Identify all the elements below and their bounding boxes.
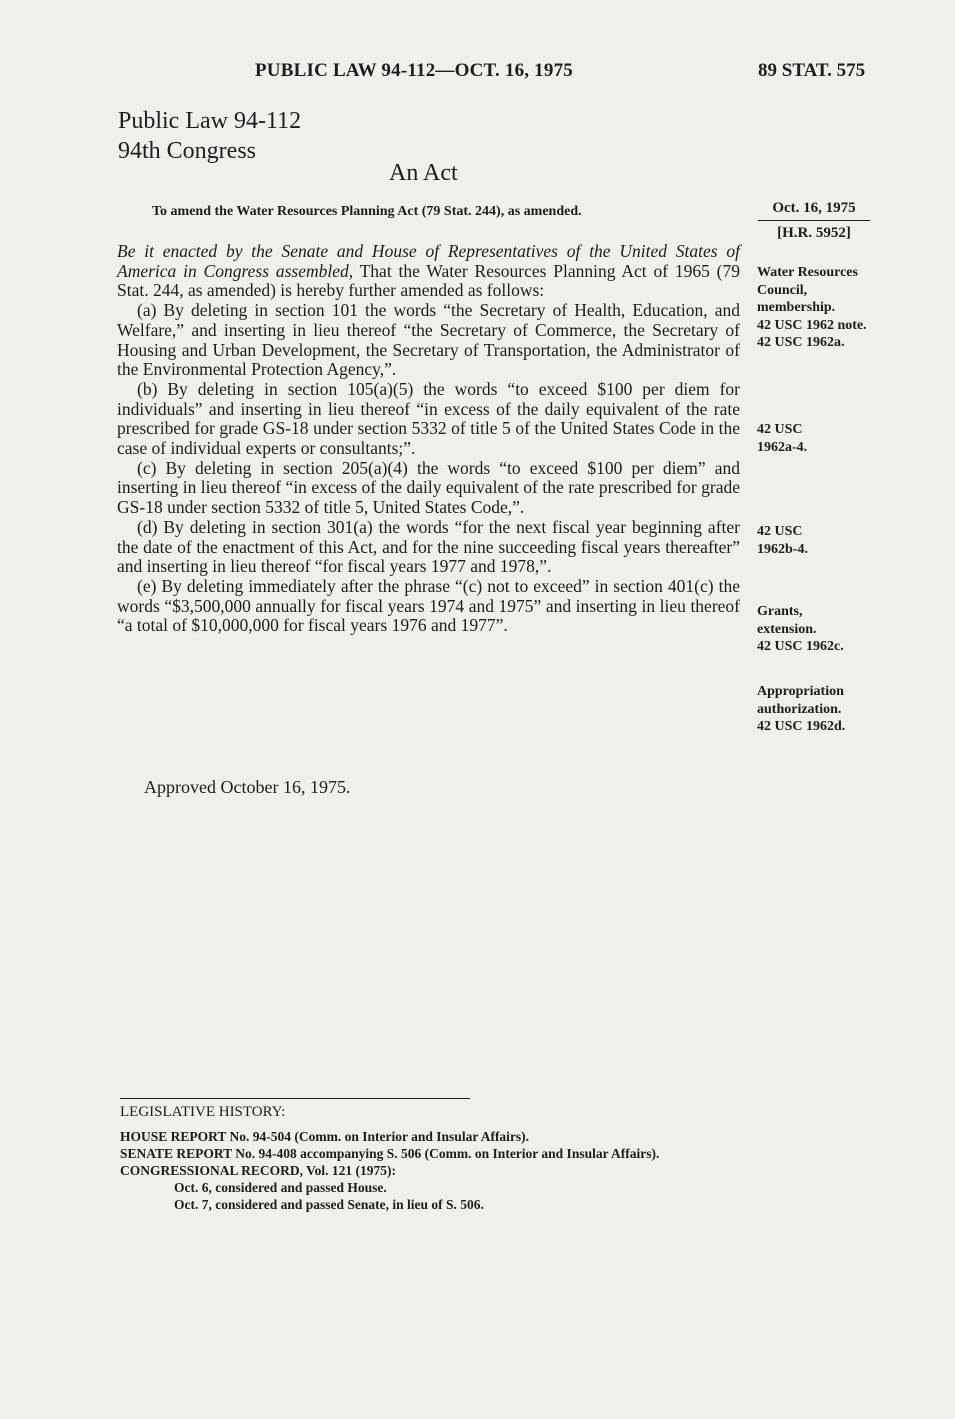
act-title: An Act	[389, 160, 458, 186]
stat-reference: 89 STAT. 575	[758, 60, 866, 81]
law-number: Public Law 94-112	[118, 108, 302, 134]
act-purpose: To amend the Water Resources Planning Act (79 Stat. 244), as amended.	[152, 204, 582, 219]
congress-number: 94th Congress	[118, 138, 256, 164]
margin-note-council-usc: 42 USC 1962 note.	[757, 317, 867, 333]
margin-note-appropriation	[757, 683, 887, 736]
enacting-paragraph	[117, 242, 740, 301]
paragraph-c: (c) By deleting in section 205(a)(4) the words “to exceed $100 per diem” and inserting in lieu thereof “in excess of the daily equivalent of the rate prescribed for grade GS-18 under section 5332 of title 5, United States Code,”.	[117, 457, 740, 518]
legislative-history	[120, 1098, 760, 1213]
congressional-record: CONGRESSIONAL RECORD, Vol. 121 (1975):	[120, 1163, 397, 1178]
margin-note-grants-usc: 42 USC 1962c.	[757, 639, 844, 654]
margin-note-grants-text: Grants, extension.	[757, 604, 817, 637]
approval-date: Approved October 16, 1975.	[144, 777, 351, 797]
paragraph-b: (b) By deleting in section 105(a)(5) the words “to exceed $100 per diem for individuals” and inserting in lieu thereof “in excess of the daily equivalent of the rate prescribed for grade GS-18 under section 5332 of title 5 of the United States Code in the case of individual experts or consultants;”.	[117, 378, 740, 459]
senate-report: SENATE REPORT No. 94-408 accompanying S. 506 (Comm. on Interior and Insular Affairs).	[120, 1146, 660, 1161]
history-label: LEGISLATIVE HISTORY:	[120, 1104, 286, 1120]
house-report: HOUSE REPORT No. 94-504 (Comm. on Interior and Insular Affairs).	[120, 1129, 530, 1144]
margin-note-council	[757, 264, 887, 352]
enacting-rest: That the Water Resources Planning Act of 1965 (79 Stat. 244, as amended) is hereby further amended as follows:	[117, 260, 740, 301]
margin-note-appropriation-usc: 42 USC 1962d.	[757, 719, 846, 734]
record-entry-house: Oct. 6, considered and passed House.	[174, 1180, 387, 1195]
margin-note-usc-1962b-4: 42 USC 1962b-4.	[757, 524, 808, 557]
enactment-date: Oct. 16, 1975	[758, 200, 870, 221]
margin-note-usc-1962a-4: 42 USC 1962a-4.	[757, 422, 808, 455]
paragraph-d: (d) By deleting in section 301(a) the words “for the next fiscal year beginning after the date of the enactment of this Act, and for the nine succeeding fiscal years thereafter” and inserting in lieu thereof “for fiscal years 1977 and 1978,”.	[117, 516, 740, 577]
law-title-block	[118, 106, 301, 166]
margin-note-council-usc2: 42 USC 1962a.	[757, 335, 845, 350]
paragraph-a: (a) By deleting in section 101 the words “the Secretary of Health, Education, and Welfare,” and inserting in lieu thereof “the Secretary of Commerce, the Secretary of Housing and Urban Development, the Secretary of Transportation, the Administrator of the Environmental Protection Agency,”.	[117, 300, 740, 380]
date-block	[758, 200, 870, 242]
act-body	[117, 242, 740, 636]
record-entry-senate: Oct. 7, considered and passed Senate, in lieu of S. 506.	[174, 1197, 484, 1212]
running-head: PUBLIC LAW 94-112—OCT. 16, 1975	[255, 60, 573, 81]
margin-note-grants	[757, 603, 887, 656]
margin-note-council-text: Water Resources Council, membership.	[757, 265, 858, 315]
enacting-clause: Be it enacted by the Senate and House of Representatives of the United States of America in Congress assembled,	[117, 241, 740, 281]
margin-note-appropriation-text: Appropriation authorization.	[757, 684, 844, 717]
bill-number: [H.R. 5952]	[777, 225, 851, 241]
paragraph-e: (e) By deleting immediately after the phrase “(c) not to exceed” in section 401(c) the words “$3,500,000 annually for fiscal years 1974 and 1975” and inserting in lieu thereof “a total of $10,000,000 for fiscal years 1976 and 1977”.	[117, 575, 740, 636]
